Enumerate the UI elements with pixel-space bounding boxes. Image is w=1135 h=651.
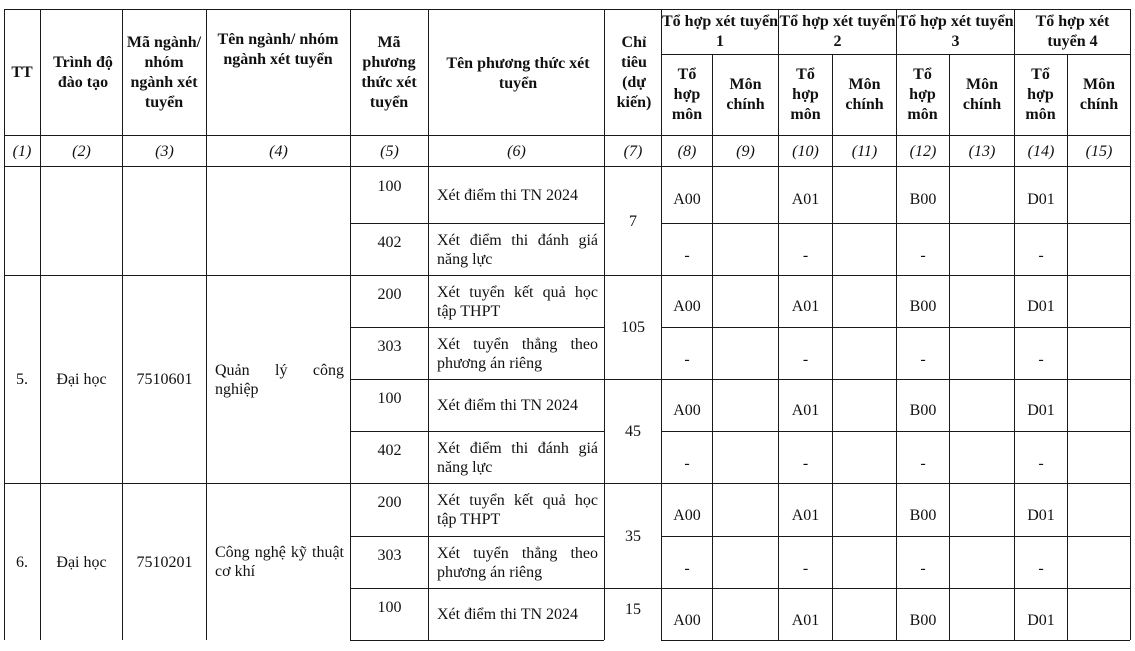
program-tt: 5. bbox=[16, 371, 28, 388]
combo-code: A01 bbox=[791, 611, 820, 629]
quota: 35 bbox=[625, 527, 641, 545]
method-name: Xét điểm thi đánh giá năng lực bbox=[437, 231, 598, 268]
header-ten-phuong-thuc: Tên phương thức xét tuyển bbox=[446, 55, 590, 92]
combo-code: A00 bbox=[673, 297, 701, 315]
method-name: Xét tuyển thẳng theo phương án riêng bbox=[437, 544, 598, 581]
quota: 15 bbox=[625, 600, 641, 618]
column-number: (12) bbox=[909, 142, 937, 160]
subheader-to-hop-mon: Tổ hợp môn bbox=[907, 66, 938, 123]
column-number: (10) bbox=[792, 142, 819, 160]
header-to-hop-2: Tổ hợp xét tuyển 2 bbox=[779, 13, 896, 50]
column-number: (2) bbox=[72, 142, 91, 160]
quota: 45 bbox=[625, 423, 641, 440]
column-number: (1) bbox=[12, 142, 32, 160]
combo-code: - bbox=[1038, 455, 1044, 472]
combo-code: - bbox=[920, 560, 926, 577]
column-number: (13) bbox=[968, 142, 996, 160]
combo-code: D01 bbox=[1027, 401, 1055, 419]
method-code: 100 bbox=[377, 598, 402, 616]
combo-code: B00 bbox=[909, 297, 937, 315]
method-code: 200 bbox=[377, 493, 402, 511]
subheader-to-hop-mon: Tổ hợp môn bbox=[1025, 66, 1056, 123]
combo-code: D01 bbox=[1027, 611, 1055, 629]
column-number: (3) bbox=[155, 142, 174, 160]
header-chi-tieu: Chỉ tiêu (dự kiến) bbox=[616, 33, 652, 111]
method-code: 200 bbox=[377, 285, 402, 303]
combo-code: A01 bbox=[791, 401, 820, 419]
header-trinh-do: Trình độ đào tạo bbox=[53, 53, 113, 91]
rule-bottom-combos bbox=[661, 640, 1130, 641]
program-name: Công nghệ kỹ thuật cơ khí bbox=[215, 544, 344, 580]
combo-code: - bbox=[684, 455, 690, 472]
method-name: Xét tuyển kết quả học tập THPT bbox=[437, 492, 598, 528]
program-code: 7510201 bbox=[136, 553, 193, 571]
program-code: 7510601 bbox=[136, 371, 193, 388]
combo-code: - bbox=[684, 351, 690, 368]
combo-code: A01 bbox=[791, 506, 820, 524]
method-name: Xét tuyển thẳng theo phương án riêng bbox=[437, 335, 598, 372]
header-to-hop-3: Tổ hợp xét tuyển 3 bbox=[897, 13, 1014, 50]
combo-code: - bbox=[802, 351, 809, 368]
combo-code: - bbox=[802, 560, 809, 577]
method-name: Xét điểm thi TN 2024 bbox=[437, 186, 579, 204]
header-ma-phuong-thuc: Mã phương thức xét tuyển bbox=[361, 33, 417, 111]
column-number: (9) bbox=[736, 142, 755, 160]
column-number: (7) bbox=[623, 142, 643, 160]
combo-code: A01 bbox=[791, 297, 820, 315]
combo-code: - bbox=[1038, 351, 1044, 368]
method-name: Xét tuyển kết quả học tập THPT bbox=[437, 283, 598, 320]
method-code: 303 bbox=[377, 337, 402, 355]
method-code: 402 bbox=[377, 441, 402, 459]
combo-code: A01 bbox=[791, 190, 820, 208]
combo-code: A00 bbox=[673, 611, 701, 629]
program-name: Quản lý công nghiệp bbox=[215, 361, 344, 398]
combo-code: - bbox=[1038, 247, 1044, 264]
program-tt: 6. bbox=[16, 553, 28, 571]
subheader-mon-chinh: Môn chính bbox=[726, 76, 765, 113]
header-to-hop-4: Tổ hợp xét tuyển 4 bbox=[1035, 13, 1110, 50]
combo-code: A00 bbox=[673, 506, 701, 524]
header-tt: TT bbox=[11, 63, 33, 81]
method-name: Xét điểm thi đánh giá năng lực bbox=[437, 439, 598, 476]
rule-bottom bbox=[350, 640, 604, 641]
header-to-hop-1: Tổ hợp xét tuyển 1 bbox=[662, 13, 778, 50]
combo-code: B00 bbox=[909, 611, 937, 629]
method-code: 402 bbox=[377, 233, 402, 251]
subheader-mon-chinh: Môn chính bbox=[962, 76, 1002, 113]
method-code: 100 bbox=[377, 177, 402, 195]
combo-code: - bbox=[920, 455, 926, 472]
combo-code: - bbox=[920, 247, 926, 264]
subheader-to-hop-mon: Tổ hợp môn bbox=[671, 66, 703, 123]
method-code: 100 bbox=[377, 389, 402, 407]
combo-code: B00 bbox=[909, 190, 937, 208]
program-level: Đại học bbox=[56, 553, 107, 571]
combo-code: A00 bbox=[673, 401, 701, 419]
combo-code: - bbox=[1038, 560, 1044, 577]
method-name: Xét điểm thi TN 2024 bbox=[437, 606, 579, 623]
header-ma-nganh: Mã ngành/ nhóm ngành xét tuyển bbox=[126, 33, 202, 111]
subheader-mon-chinh: Môn chính bbox=[1079, 76, 1119, 113]
rule-col-15 bbox=[1130, 9, 1131, 640]
method-name: Xét điểm thi TN 2024 bbox=[437, 397, 579, 414]
program-level: Đại học bbox=[56, 371, 107, 388]
column-number: (14) bbox=[1027, 142, 1055, 160]
combo-code: - bbox=[920, 351, 926, 368]
combo-code: - bbox=[684, 560, 690, 577]
combo-code: D01 bbox=[1027, 190, 1055, 208]
column-number: (5) bbox=[380, 142, 399, 160]
combo-code: - bbox=[802, 247, 809, 264]
method-code: 303 bbox=[377, 546, 402, 564]
combo-code: B00 bbox=[909, 506, 937, 524]
header-ten-nganh: Tên ngành/ nhóm ngành xét tuyển bbox=[217, 31, 339, 68]
column-number: (11) bbox=[851, 142, 878, 160]
combo-code: A00 bbox=[673, 190, 701, 208]
quota: 7 bbox=[629, 212, 637, 230]
combo-code: D01 bbox=[1027, 297, 1055, 315]
column-number: (4) bbox=[269, 142, 288, 160]
combo-code: B00 bbox=[909, 401, 937, 419]
combo-code: - bbox=[684, 247, 690, 264]
subheader-to-hop-mon: Tổ hợp môn bbox=[790, 66, 821, 123]
combo-code: D01 bbox=[1027, 506, 1055, 524]
subheader-mon-chinh: Môn chính bbox=[845, 76, 884, 113]
quota: 105 bbox=[621, 319, 645, 336]
combo-code: - bbox=[802, 455, 809, 472]
column-number: (8) bbox=[677, 142, 697, 160]
column-number: (15) bbox=[1085, 142, 1113, 160]
column-number: (6) bbox=[507, 142, 526, 160]
